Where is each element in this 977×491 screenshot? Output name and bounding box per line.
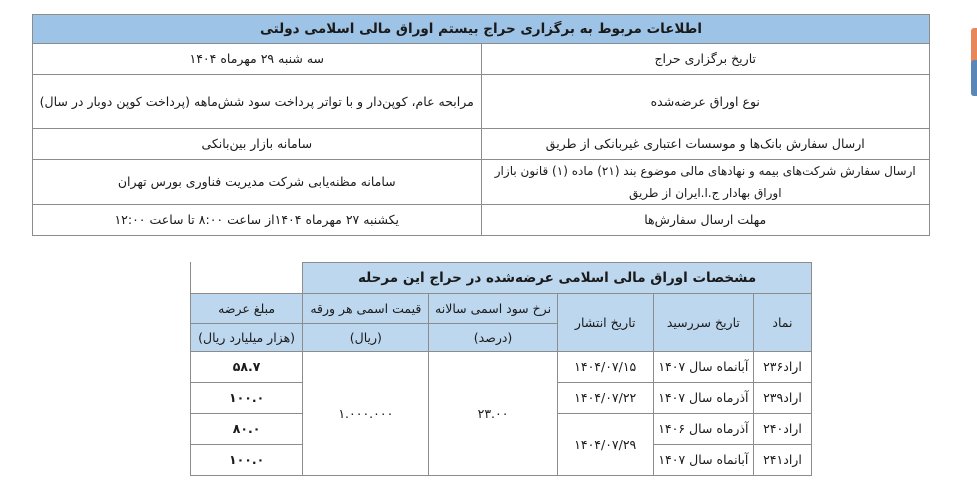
bond-symbol: اراد۲۳۶ bbox=[753, 352, 811, 383]
info-label: ارسال سفارش شرکت‌های بیمه و نهادهای مالی موضوع بند (۲۱) ماده (۱) قانون بازار اوراق بهادار ج.ا.ایران از طریق bbox=[481, 160, 930, 205]
bonds-table bbox=[190, 262, 812, 476]
bond-rate: ۲۳.۰۰ bbox=[429, 352, 557, 476]
blank-cell bbox=[191, 263, 303, 294]
bond-issue-date: ۱۴۰۴/۰۷/۲۲ bbox=[557, 383, 653, 414]
bond-issue-date: ۱۴۰۴/۰۷/۱۵ bbox=[557, 352, 653, 383]
bond-symbol: اراد۲۳۹ bbox=[753, 383, 811, 414]
info-label: مهلت ارسال سفارش‌ها bbox=[481, 205, 930, 236]
header-rate: نرخ سود اسمی سالانه bbox=[429, 294, 557, 324]
bond-maturity: آذرماه سال ۱۴۰۷ bbox=[653, 383, 753, 414]
header-face-unit: (ریال) bbox=[303, 324, 429, 352]
info-value: یکشنبه ۲۷ مهرماه ۱۴۰۴از ساعت ۸:۰۰ تا ساعت ۱۲:۰۰ bbox=[33, 205, 482, 236]
bond-amount: ۵۸.۷ bbox=[191, 352, 303, 383]
header-face: قیمت اسمی هر ورقه bbox=[303, 294, 429, 324]
header-symbol: نماد bbox=[753, 294, 811, 352]
auction-info-table bbox=[32, 14, 930, 236]
bond-symbol: اراد۲۴۱ bbox=[753, 445, 811, 476]
info-value: سامانه مظنه‌یابی شرکت مدیریت فناوری بورس تهران bbox=[33, 160, 482, 205]
bond-maturity: آبانماه سال ۱۴۰۷ bbox=[653, 352, 753, 383]
header-amount: مبلغ عرضه bbox=[191, 294, 303, 324]
bond-face-value: ۱.۰۰۰.۰۰۰ bbox=[303, 352, 429, 476]
info-label: ارسال سفارش بانک‌ها و موسسات اعتباری غیربانکی از طریق bbox=[481, 129, 930, 160]
bonds-table-title: مشخصات اوراق مالی اسلامی عرضه‌شده در حراج این مرحله bbox=[303, 263, 812, 294]
bond-amount: ۱۰۰.۰ bbox=[191, 383, 303, 414]
info-value: سامانه بازار بین‌بانکی bbox=[33, 129, 482, 160]
bond-symbol: اراد۲۴۰ bbox=[753, 414, 811, 445]
header-maturity: تاریخ سررسید bbox=[653, 294, 753, 352]
info-label: تاریخ برگزاری حراج bbox=[481, 44, 930, 75]
info-value: سه شنبه ۲۹ مهرماه ۱۴۰۴ bbox=[33, 44, 482, 75]
header-issue: تاریخ انتشار bbox=[557, 294, 653, 352]
side-tab-blue[interactable] bbox=[971, 60, 977, 96]
header-rate-unit: (درصد) bbox=[429, 324, 557, 352]
info-label: نوع اوراق عرضه‌شده bbox=[481, 75, 930, 129]
bond-amount: ۱۰۰.۰ bbox=[191, 445, 303, 476]
bond-maturity: آذرماه سال ۱۴۰۶ bbox=[653, 414, 753, 445]
info-table-title: اطلاعات مربوط به برگزاری حراج بیستم اوراق مالی اسلامی دولتی bbox=[33, 15, 930, 44]
bond-maturity: آبانماه سال ۱۴۰۷ bbox=[653, 445, 753, 476]
bond-issue-date: ۱۴۰۴/۰۷/۲۹ bbox=[557, 414, 653, 476]
header-amount-unit: (هزار میلیارد ریال) bbox=[191, 324, 303, 352]
bond-amount: ۸۰.۰ bbox=[191, 414, 303, 445]
info-value: مرابحه عام، کوپن‌دار و با تواتر پرداخت سود شش‌ماهه (پرداخت کوپن دوبار در سال) bbox=[33, 75, 482, 129]
